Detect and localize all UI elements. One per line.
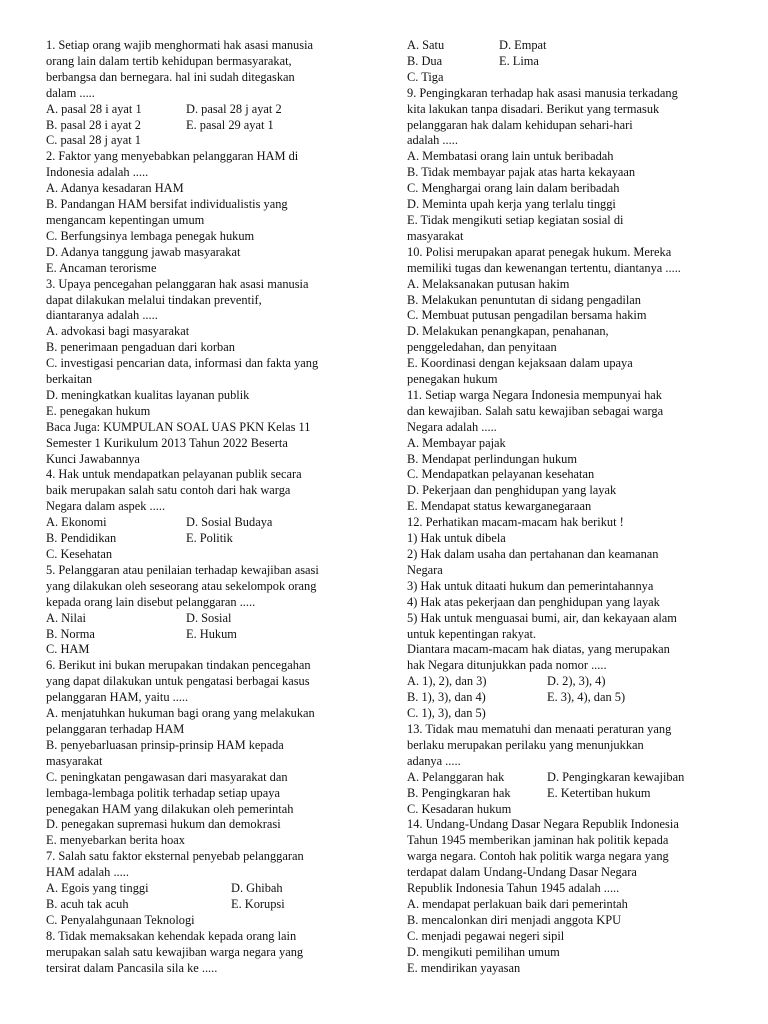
text-line: C. Penyalahgunaan Teknologi	[46, 912, 195, 927]
text-line: C. Tiga	[407, 69, 444, 84]
text-line: untuk kepentingan rakyat.	[407, 626, 537, 641]
answer-option-row	[407, 786, 725, 802]
answer-option: B. 1), 3), dan 4)	[407, 690, 486, 705]
text-line: A. Membayar pajak	[407, 435, 506, 450]
text-line: E. mendirikan yayasan	[407, 960, 521, 975]
answer-option: A. pasal 28 i ayat 1	[46, 101, 142, 116]
text-line: penegakan HAM yang dilakukan oleh pemerintah	[46, 801, 294, 816]
text-line: 5) Hak untuk menguasai bumi, air, dan kekayaan alam	[407, 610, 677, 625]
answer-option: A. Egois yang tinggi	[46, 881, 149, 896]
text-line: E. menyebarkan berita hoax	[46, 833, 185, 848]
text-line: 14. Undang-Undang Dasar Negara Republik Indonesia	[407, 817, 679, 832]
answer-option-row	[46, 515, 364, 531]
text-line: A. advokasi bagi masyarakat	[46, 324, 190, 339]
answer-option: B. acuh tak acuh	[46, 896, 129, 911]
text-line: 5. Pelanggaran atau penilaian terhadap kewajiban asasi	[46, 562, 319, 577]
text-line: yang dapat dilakukan untuk pengatasi berbagai kasus	[46, 674, 310, 689]
text-line: 3. Upaya pencegahan pelanggaran hak asasi manusia	[46, 276, 309, 291]
text-line: Negara dalam aspek .....	[46, 499, 166, 514]
text-line: B. penyebarluasan prinsip-prinsip HAM kepada	[46, 737, 284, 752]
text-line: B. Mendapat perlindungan hukum	[407, 451, 577, 466]
text-line: C. Kesehatan	[46, 547, 113, 561]
text-line: C. Kesadaran hukum	[407, 801, 512, 816]
text-line: Indonesia adalah .....	[46, 165, 149, 180]
text-line: lembaga-lembaga politik terhadap setiap upaya	[46, 785, 280, 800]
answer-option: B. Norma	[46, 626, 95, 641]
right-column	[407, 38, 725, 976]
text-line: Republik Indonesia Tahun 1945 adalah .....	[407, 881, 620, 896]
text-line: 9. Pengingkaran terhadap hak asasi manusia terkadang	[407, 85, 678, 100]
text-line: diantaranya adalah .....	[46, 308, 158, 323]
text-line: D. Melakukan penangkapan, penahanan,	[407, 324, 609, 339]
text-line: yang dilakukan oleh seseorang atau sekelompok orang	[46, 578, 317, 593]
left-column	[46, 38, 364, 976]
text-line: warga negara. Contoh hak politik warga negara yang	[407, 849, 669, 864]
answer-option: A. Pelanggaran hak	[407, 769, 505, 784]
text-line: 4) Hak atas pekerjaan dan penghidupan yang layak	[407, 594, 660, 609]
text-line: pelanggaran terhadap HAM	[46, 721, 185, 736]
text-line: penggeledahan, dan penyitaan	[407, 340, 557, 355]
answer-option: A. Ekonomi	[46, 515, 107, 530]
text-line: A. Membatasi orang lain untuk beribadah	[407, 149, 614, 164]
text-line: HAM adalah .....	[46, 865, 129, 880]
text-line: mengancam kepentingan umum	[46, 212, 205, 227]
answer-option-row	[46, 102, 364, 118]
text-line: Baca Juga: KUMPULAN SOAL UAS PKN Kelas 11	[46, 419, 311, 434]
text-line: kepada orang lain disebut pelanggaran .....	[46, 594, 256, 609]
answer-option-row	[407, 54, 725, 70]
text-line: 2. Faktor yang menyebabkan pelanggaran HAM di	[46, 149, 299, 164]
answer-option: D. Sosial	[186, 610, 232, 625]
text-line: 1) Hak untuk dibela	[407, 531, 506, 546]
text-line: 3) Hak untuk ditaati hukum dan pemerintahannya	[407, 578, 654, 593]
text-line: Kunci Jawabannya	[46, 451, 140, 466]
text-line: B. mencalonkan diri menjadi anggota KPU	[407, 912, 622, 927]
text-line: adalah .....	[407, 133, 458, 148]
answer-option: E. Korupsi	[231, 896, 285, 911]
answer-option: A. Nilai	[46, 610, 86, 625]
text-line: C. menjadi pegawai negeri sipil	[407, 928, 565, 943]
answer-option-row	[46, 897, 364, 913]
text-line: A. Adanya kesadaran HAM	[46, 181, 184, 196]
text-line: B. Pandangan HAM bersifat individualistis yang	[46, 197, 288, 212]
text-line: memiliki tugas dan kewenangan tertentu, diantanya .....	[407, 260, 681, 275]
text-line: dalam .....	[46, 85, 95, 100]
text-line: E. Koordinasi dengan kejaksaan dalam upaya	[407, 356, 633, 371]
text-line: berkaitan	[46, 372, 93, 387]
text-line: hak Negara ditunjukkan pada nomor .....	[407, 658, 607, 673]
answer-option: B. Pendidikan	[46, 531, 117, 546]
text-line: 4. Hak untuk mendapatkan pelayanan publik secara	[46, 467, 302, 482]
answer-option: D. Empat	[499, 38, 547, 52]
text-line: C. peningkatan pengawasan dari masyarakat dan	[46, 769, 288, 784]
answer-option: B. pasal 28 i ayat 2	[46, 117, 141, 132]
text-line: kita lakukan tanpa disadari. Berikut yang termasuk	[407, 101, 660, 116]
text-line: 2) Hak dalam usaha dan pertahanan dan keamanan	[407, 547, 659, 561]
text-line: Negara	[407, 562, 443, 577]
text-line: berbangsa dan bernegara. hal ini sudah ditegaskan	[46, 69, 295, 84]
answer-option: E. Lima	[499, 53, 539, 68]
answer-option: D. Pengingkaran kewajiban	[547, 769, 685, 784]
text-line: C. 1), 3), dan 5)	[407, 706, 486, 721]
text-line: Diantara macam-macam hak diatas, yang merupakan	[407, 642, 670, 657]
answer-option: E. pasal 29 ayat 1	[186, 117, 274, 132]
text-line: Negara adalah .....	[407, 419, 497, 434]
text-line: 6. Berikut ini bukan merupakan tindakan pencegahan	[46, 658, 311, 673]
answer-option: B. Pengingkaran hak	[407, 785, 511, 800]
answer-option: D. 2), 3), 4)	[547, 674, 606, 689]
text-line: E. Mendapat status kewarganegaraan	[407, 499, 592, 514]
text-line: E. Ancaman terorisme	[46, 260, 157, 275]
answer-option: B. Dua	[407, 53, 443, 68]
text-line: D. penegakan supremasi hukum dan demokrasi	[46, 817, 281, 832]
answer-option-row	[407, 674, 725, 690]
text-line: A. menjatuhkan hukuman bagi orang yang melakukan	[46, 706, 315, 721]
text-line: B. Tidak membayar pajak atas harta kekayaan	[407, 165, 636, 180]
text-line: D. mengikuti pemilihan umum	[407, 944, 560, 959]
text-line: D. Pekerjaan dan penghidupan yang layak	[407, 483, 617, 498]
answer-option-row	[407, 690, 725, 706]
answer-option-row	[46, 531, 364, 547]
answer-option: D. Ghibah	[231, 881, 283, 896]
answer-option-row	[46, 611, 364, 627]
text-line: B. Melakukan penuntutan di sidang pengadilan	[407, 292, 641, 307]
text-line: E. Tidak mengikuti setiap kegiatan sosial di	[407, 212, 624, 227]
text-line: terdapat dalam Undang-Undang Dasar Negara	[407, 865, 637, 880]
answer-option: D. Sosial Budaya	[186, 515, 273, 530]
answer-option-row	[46, 627, 364, 643]
text-line: masyarakat	[46, 753, 103, 768]
text-line: A. mendapat perlakuan baik dari pemerintah	[407, 896, 628, 911]
answer-option-row	[46, 118, 364, 134]
text-line: dapat dilakukan melalui tindakan preventif,	[46, 292, 262, 307]
answer-option-row	[46, 881, 364, 897]
text-line: 11. Setiap warga Negara Indonesia mempunyai hak	[407, 387, 662, 402]
text-line: C. HAM	[46, 642, 90, 657]
text-line: merupakan salah satu kewajiban warga negara yang	[46, 944, 304, 959]
text-line: 10. Polisi merupakan aparat penegak hukum. Mereka	[407, 244, 672, 259]
text-line: D. meningkatkan kualitas layanan publik	[46, 387, 250, 402]
text-line: pelanggaran hak dalam kehidupan sehari-hari	[407, 117, 633, 132]
text-line: D. Meminta upah kerja yang terlalu tinggi	[407, 197, 616, 212]
text-line: 7. Salah satu faktor eksternal penyebab pelanggaran	[46, 849, 304, 864]
answer-option-row	[407, 38, 725, 54]
text-line: Semester 1 Kurikulum 2013 Tahun 2022 Beserta	[46, 435, 288, 450]
answer-option: E. Politik	[186, 531, 233, 546]
text-line: baik merupakan salah satu contoh dari hak warga	[46, 483, 291, 498]
answer-option: E. Hukum	[186, 626, 237, 641]
text-line: C. Mendapatkan pelayanan kesehatan	[407, 467, 595, 482]
text-line: E. penegakan hukum	[46, 403, 151, 418]
text-line: A. Melaksanakan putusan hakim	[407, 276, 570, 291]
text-line: 12. Perhatikan macam-macam hak berikut !	[407, 515, 624, 530]
text-line: B. penerimaan pengaduan dari korban	[46, 340, 235, 355]
text-line: C. Menghargai orang lain dalam beribadah	[407, 181, 620, 196]
text-line: tersirat dalam Pancasila sila ke .....	[46, 960, 218, 975]
text-line: masyarakat	[407, 228, 464, 243]
text-line: C. Berfungsinya lembaga penegak hukum	[46, 228, 255, 243]
text-line: 1. Setiap orang wajib menghormati hak asasi manusia	[46, 38, 314, 52]
text-line: 13. Tidak mau mematuhi dan menaati peraturan yang	[407, 721, 672, 736]
text-line: orang lain dalam tertib kehidupan bermasyarakat,	[46, 53, 292, 68]
text-line: adanya .....	[407, 753, 461, 768]
answer-option: E. Ketertiban hukum	[547, 785, 651, 800]
text-line: D. Adanya tanggung jawab masyarakat	[46, 244, 241, 259]
answer-option: A. Satu	[407, 38, 445, 52]
text-line: pelanggaran HAM, yaitu .....	[46, 690, 189, 705]
text-line: 8. Tidak memaksakan kehendak kepada orang lain	[46, 928, 297, 943]
text-line: dan kewajiban. Salah satu kewajiban sebagai warga	[407, 403, 664, 418]
answer-option: A. 1), 2), dan 3)	[407, 674, 487, 689]
answer-option: E. 3), 4), dan 5)	[547, 690, 626, 705]
text-line: C. pasal 28 j ayat 1	[46, 133, 141, 148]
answer-option-row	[407, 770, 725, 786]
text-line: berlaku merupakan perilaku yang menunjukkan	[407, 737, 644, 752]
text-line: C. investigasi pencarian data, informasi dan fakta yang	[46, 356, 319, 371]
answer-option: D. pasal 28 j ayat 2	[186, 101, 282, 116]
text-line: penegakan hukum	[407, 372, 498, 387]
text-line: C. Membuat putusan pengadilan bersama hakim	[407, 308, 647, 323]
text-line: Tahun 1945 memberikan jaminan hak politik kepada	[407, 833, 669, 848]
